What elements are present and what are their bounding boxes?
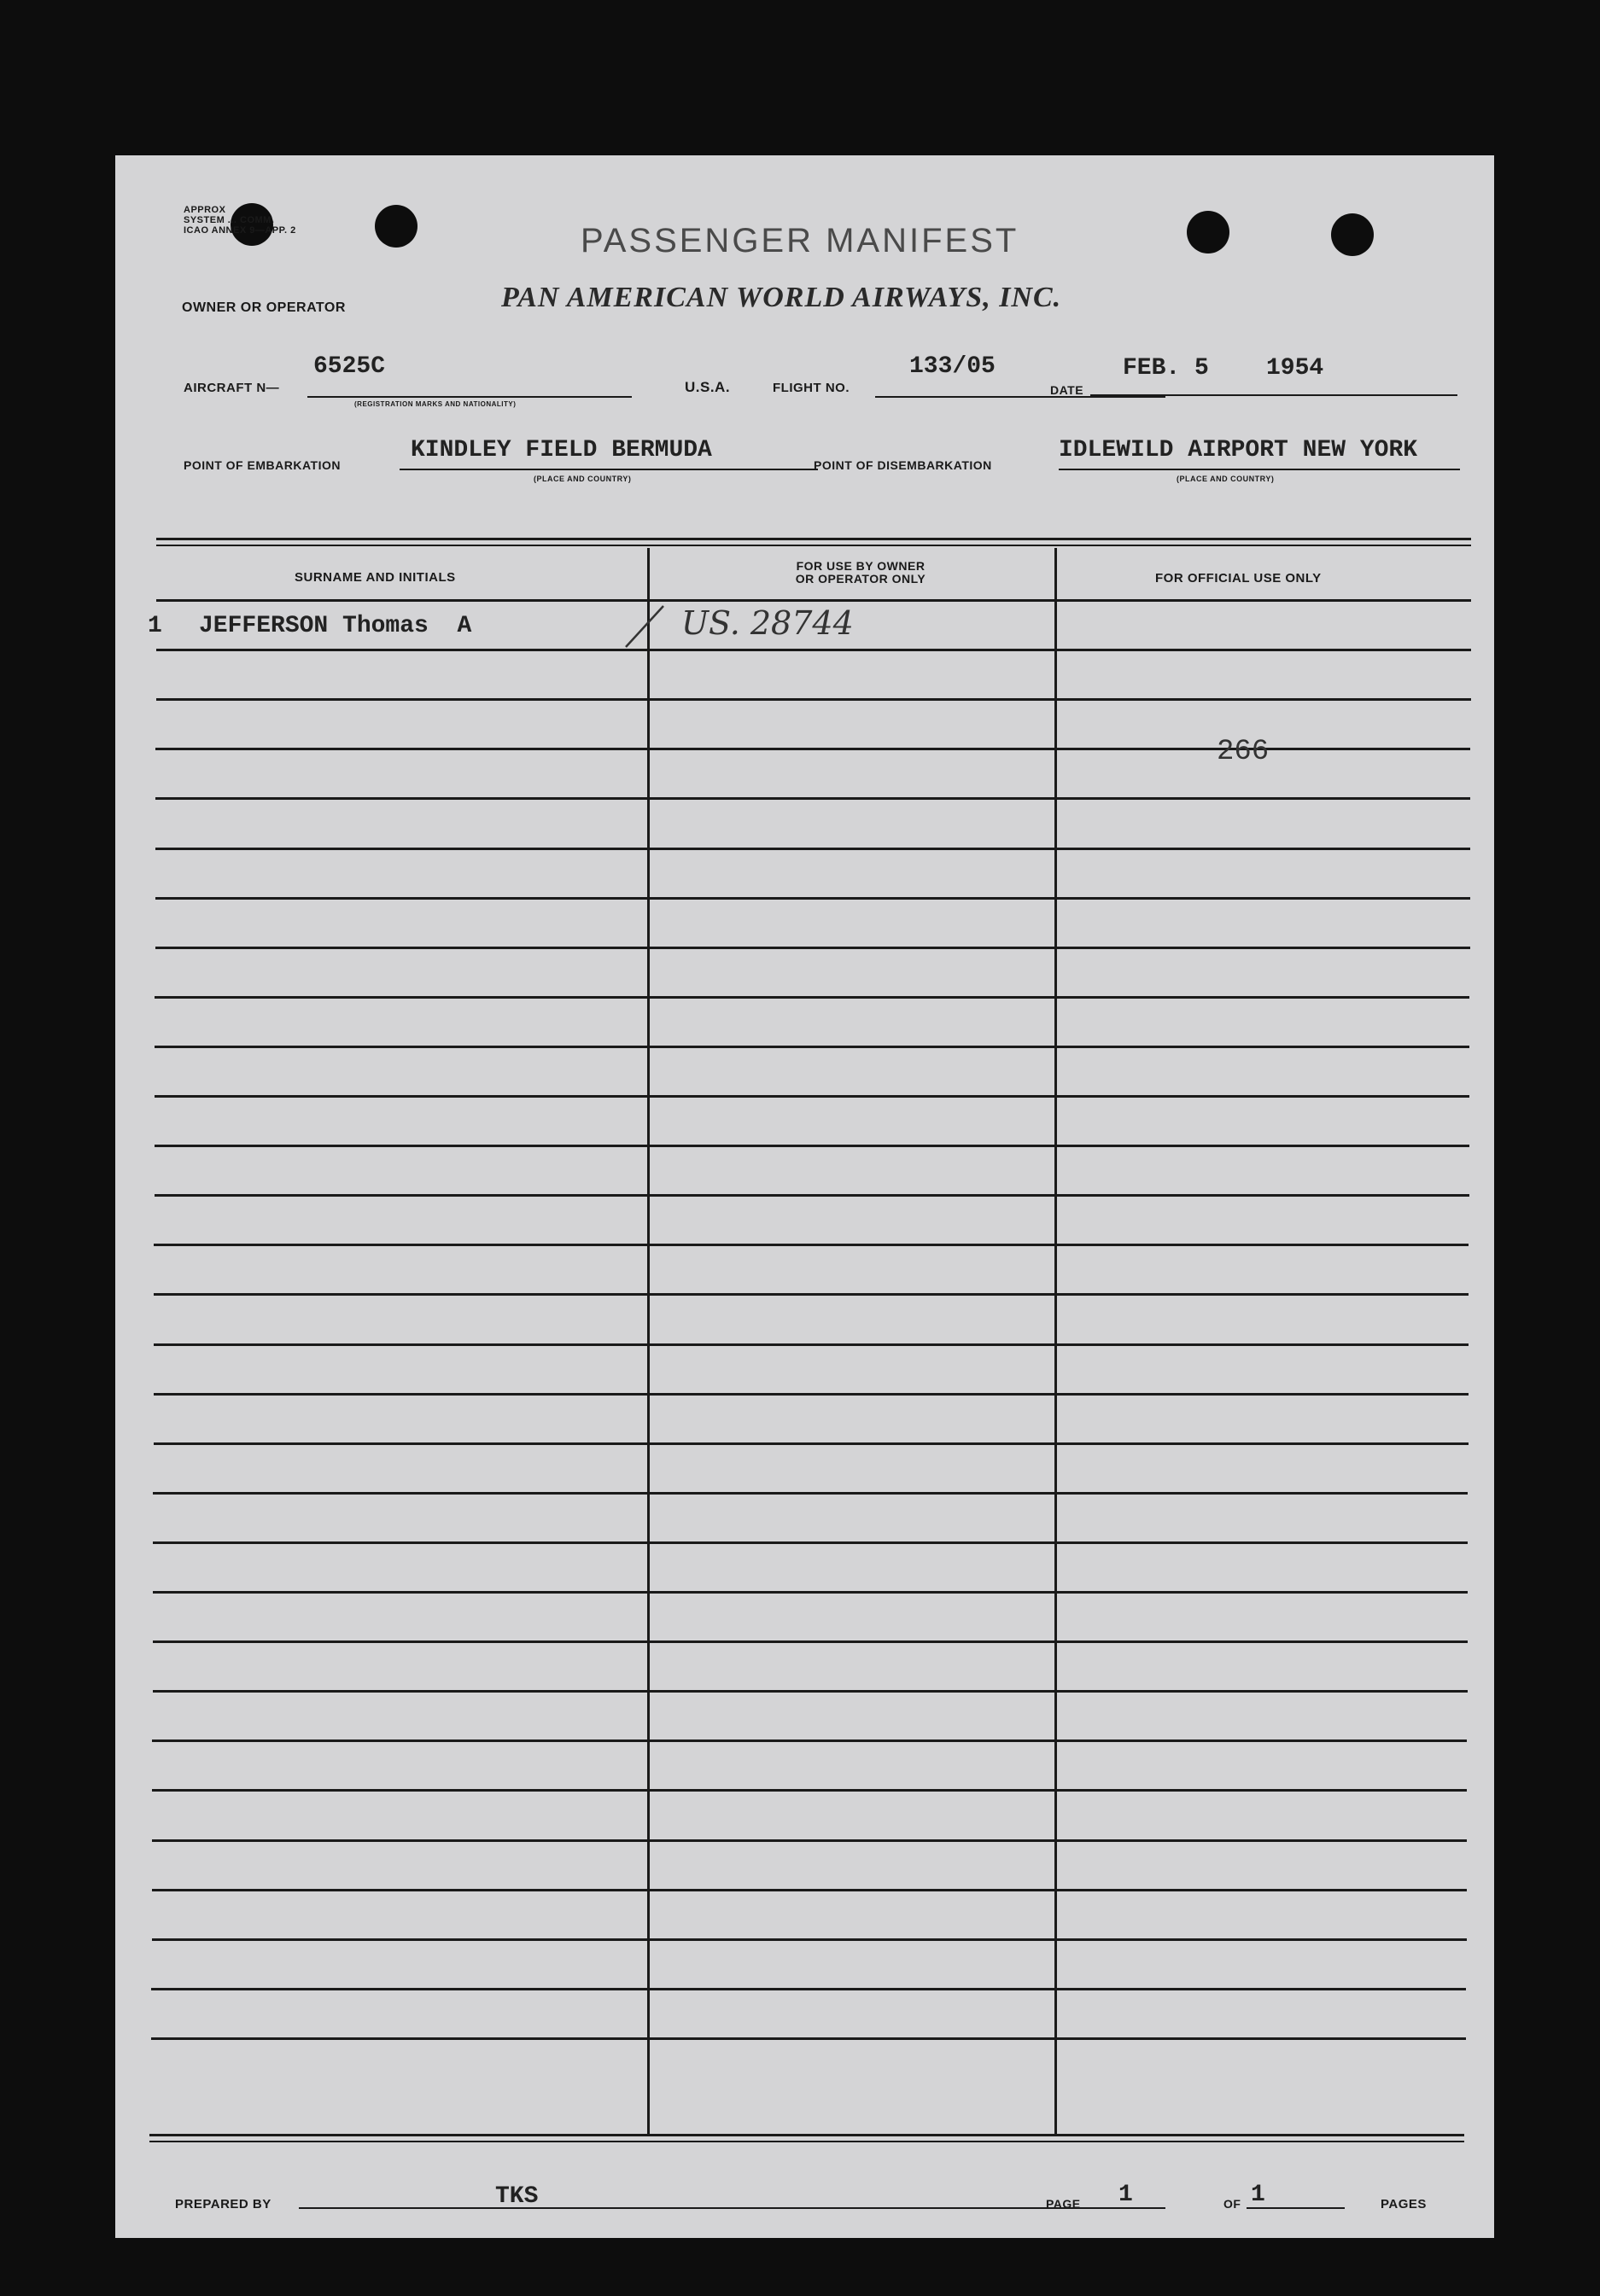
- table-row-line: [151, 2037, 1466, 2040]
- pages-label: PAGES: [1381, 2197, 1427, 2212]
- table-row-line: [156, 698, 1471, 701]
- total-pages: 1: [1251, 2182, 1265, 2208]
- company-name: PAN AMERICAN WORLD AIRWAYS, INC.: [501, 282, 1062, 313]
- table-row-line: [155, 1095, 1469, 1098]
- table-row-line: [155, 748, 1470, 750]
- punch-hole: [375, 205, 418, 248]
- aircraft-label: AIRCRAFT N—: [184, 381, 280, 395]
- table-row-line: [153, 1492, 1468, 1495]
- prepared-value: TKS: [495, 2183, 539, 2210]
- table-row-line: [156, 649, 1471, 651]
- page-number: 1: [1118, 2182, 1133, 2208]
- table-row-line: [155, 1194, 1469, 1197]
- table-row-line: [155, 1145, 1469, 1147]
- table-row-line: [155, 947, 1470, 949]
- surname-header: SURNAME AND INITIALS: [295, 570, 456, 585]
- date-year: 1954: [1266, 355, 1324, 382]
- owner-use-header: FOR USE BY OWNER OR OPERATOR ONLY: [795, 559, 926, 586]
- flight-label: FLIGHT NO.: [773, 381, 850, 395]
- embark-value: KINDLEY FIELD BERMUDA: [411, 437, 712, 463]
- of-label: OF: [1223, 2197, 1241, 2211]
- table-row-line: [154, 1442, 1469, 1445]
- table-row-line: [155, 996, 1469, 999]
- table-row-line: [154, 1244, 1469, 1246]
- entry-number: 1: [148, 613, 162, 639]
- embark-label: POINT OF EMBARKATION: [184, 458, 341, 472]
- disembark-label: POINT OF DISEMBARKATION: [814, 458, 992, 472]
- date-value: FEB. 5: [1123, 355, 1209, 382]
- aircraft-value: 6525C: [313, 353, 386, 380]
- table-row-line: [152, 1839, 1467, 1842]
- table-row-line: [155, 848, 1470, 850]
- table-row-line: [152, 1938, 1467, 1941]
- usa-label: U.S.A.: [685, 379, 731, 395]
- table-row-line: [155, 897, 1470, 900]
- form-reference: APPROX SYSTEM ... COMM. ICAO ANNEX 9—APP. 2: [184, 205, 296, 236]
- disembark-value: IDLEWILD AIRPORT NEW YORK: [1059, 437, 1418, 463]
- table-row-line: [153, 1591, 1468, 1594]
- owner-note: US. 28744: [681, 604, 854, 642]
- table-row-line: [155, 797, 1470, 800]
- table-row-line: [156, 599, 1471, 602]
- table-row-line: [153, 1541, 1468, 1544]
- table-row-line: [152, 1889, 1467, 1891]
- official-note: 266: [1217, 736, 1270, 768]
- passenger-name: JEFFERSON Thomas A: [199, 613, 472, 639]
- table-row-line: [152, 1789, 1467, 1792]
- check-mark: [619, 601, 670, 656]
- table-row-line: [155, 1046, 1469, 1048]
- date-label: DATE: [1050, 383, 1084, 397]
- table-row-line: [152, 1739, 1467, 1742]
- owner-label: OWNER OR OPERATOR: [182, 300, 346, 315]
- punch-hole: [1187, 211, 1229, 253]
- disembark-place-note: (PLACE AND COUNTRY): [1177, 475, 1275, 483]
- table-row-line: [153, 1690, 1468, 1693]
- table-row-line: [154, 1343, 1469, 1346]
- table-row-line: [154, 1293, 1469, 1296]
- page-title: PASSENGER MANIFEST: [581, 222, 1019, 259]
- embark-place-note: (PLACE AND COUNTRY): [534, 475, 632, 483]
- registration-note: (REGISTRATION MARKS AND NATIONALITY): [354, 400, 517, 408]
- punch-hole: [1331, 213, 1374, 256]
- table-row-line: [154, 1393, 1469, 1396]
- table-row-line: [151, 1988, 1466, 1990]
- table-row-line: [153, 1640, 1468, 1643]
- official-use-header: FOR OFFICIAL USE ONLY: [1155, 571, 1322, 586]
- page-label: PAGE: [1046, 2197, 1081, 2211]
- manifest-sheet: [115, 155, 1494, 2238]
- flight-number: 133/05: [909, 353, 996, 380]
- prepared-label: PREPARED BY: [175, 2197, 272, 2212]
